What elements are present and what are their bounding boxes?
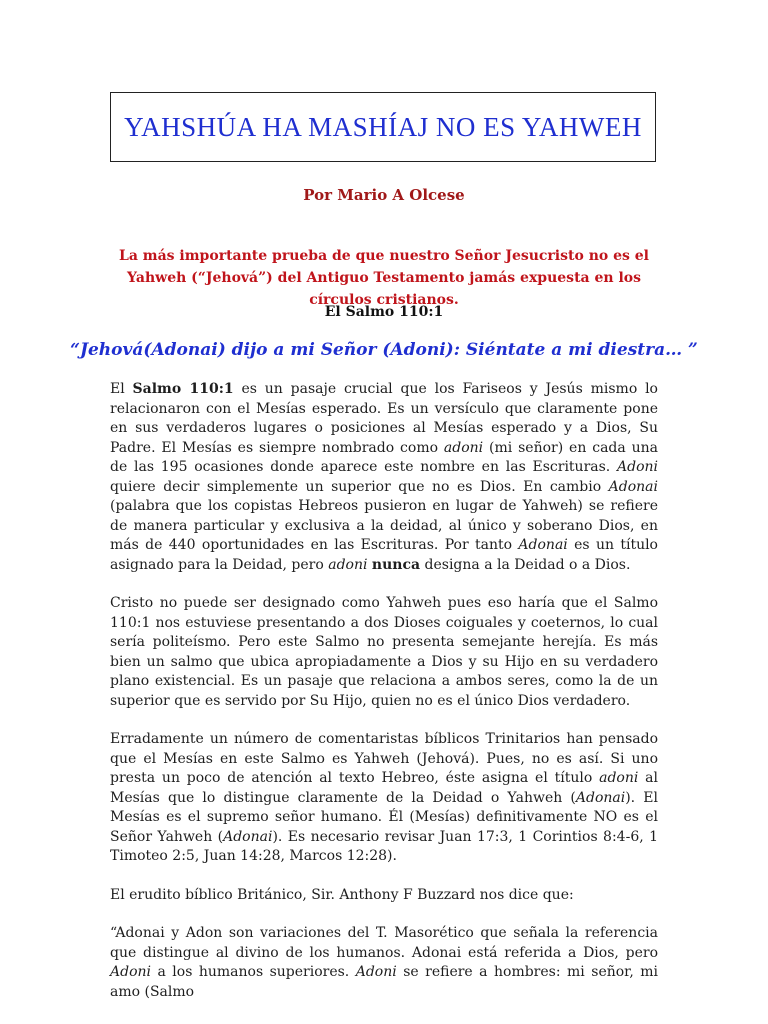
author-line: Por Mario A Olcese [303,186,465,204]
body-text [110,380,658,1002]
title-box [110,92,656,162]
lead-statement: La más importante prueba de que nuestro Señor Jesucristo no es el Yahweh (“Jehová”) del Antiguo Testamento jamás expuesta en los círculos cristianos. [119,248,649,308]
scripture-quote: “Jehová(Adonai) dijo a mi Señor (Adoni): Siéntate a mi diestra… ” [70,340,698,360]
section-heading: El Salmo 110:1 [324,304,444,320]
paragraph-4: El erudito bíblico Británico, Sir. Anthony F Buzzard nos dice que: [110,886,574,903]
paragraph-1: El Salmo 110:1 es un pasaje crucial que los Fariseos y Jesús mismo lo relacionaron con el Mesías esperado. Es un versículo que claramente pone en sus verdaderos lugares o posiciones al Mesías esperado y a Dios, Su Padre. El Mesías es siempre nombrado como adoni (mi señor) en cada una de las 195 ocasiones donde aparece este nombre en las Escrituras. Adoni quiere decir simplemente un superior que no es Dios. En cambio Adonai (palabra que los copistas Hebreos pusieron en lugar de Yahweh) se refiere de manera particular y exclusiva a la deidad, al único y soberano Dios, en más de 440 oportunidades en las Escrituras. Por tanto Adonai es un título asignado para la Deidad, pero adoni nunca designa a la Deidad o a Dios. [110,381,658,573]
document-title: YAHSHÚA HA MASHÍAJ NO ES YAHWEH [124,112,642,142]
paragraph-3: Erradamente un número de comentaristas bíblicos Trinitarios han pensado que el Mesías en este Salmo es Yahweh (Jehová). Pues, no es así. Si uno presta un poco de atención al texto Hebreo, éste asigna el título adoni al Mesías que lo distingue claramente de la Deidad o Yahweh (Adonai). El Mesías es el supremo señor humano. Él (Mesías) definitivamente NO es el Señor Yahweh (Adonai). Es necesario revisar Juan 17:3, 1 Corintios 8:4-6, 1 Timoteo 2:5, Juan 14:28, Marcos 12:28). [110,731,658,864]
paragraph-5: “Adonai y Adon son variaciones del T. Masorético que señala la referencia que distingue al divino de los humanos. Adonai está referida a Dios, pero Adoni a los humanos superiores. Adoni se refiere a hombres: mi señor, mi amo (Salmo [110,925,658,1000]
paragraph-2: Cristo no puede ser designado como Yahweh pues eso haría que el Salmo 110:1 nos estuviese presentando a dos Dioses coiguales y coeternos, lo cual sería politeísmo. Pero este Salmo no presenta semejante herejía. Es más bien un salmo que ubica apropiadamente a Dios y su Hijo en su verdadero plano existencial. Es un pasaje que relaciona a ambos seres, como la de un superior que es servido por Su Hijo, quien no es el único Dios verdadero. [110,595,658,709]
